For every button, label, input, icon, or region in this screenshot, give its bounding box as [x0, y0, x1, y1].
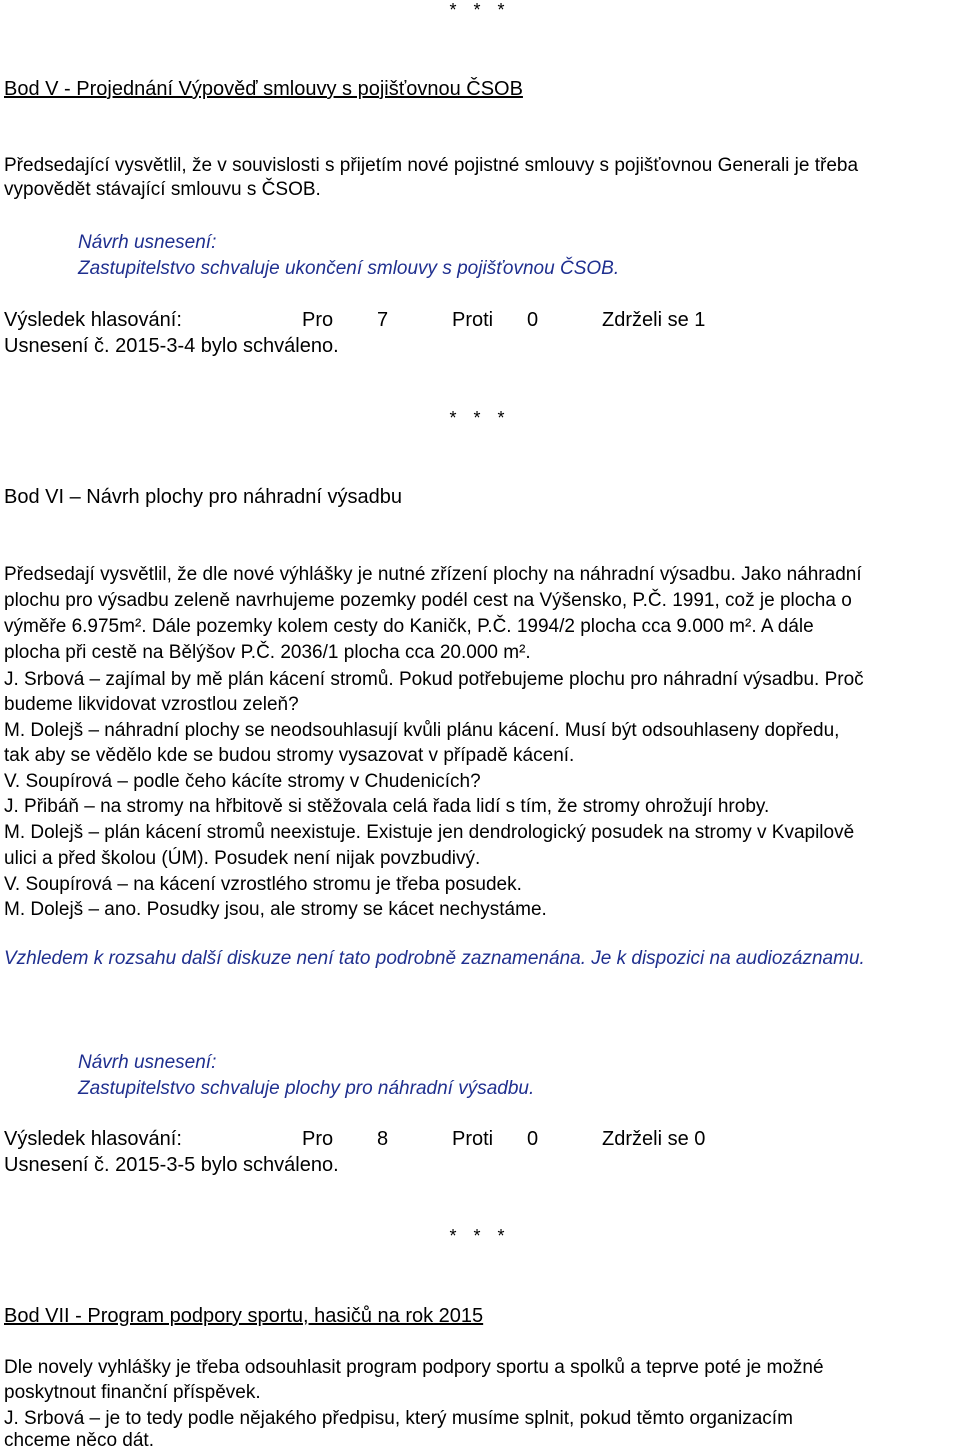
vote-result-row — [0, 1128, 960, 1154]
section-separator: * * * — [449, 408, 511, 428]
paragraph-line: vypovědět stávající smlouvu s ČSOB. — [4, 179, 321, 200]
vote-zdrzeli: Zdrželi se 0 — [602, 1128, 706, 1150]
discussion-line: M. Dolejš – náhradní plochy se neodsouhlasují kvůli plánu kácení. Musí být odsouhlaseny dopředu, — [4, 720, 840, 741]
proposal-label: Návrh usnesení: — [78, 232, 217, 253]
proposal-text: Zastupitelstvo schvaluje plochy pro náhradní výsadbu. — [78, 1078, 535, 1099]
vote-result-row — [0, 309, 960, 335]
vote-proti-label: Proti — [452, 309, 494, 331]
vote-zdrzeli: Zdrželi se 1 — [602, 309, 706, 331]
vote-proti-label: Proti — [452, 1128, 494, 1150]
paragraph-line: plochu pro výsadbu zeleně navrhujeme pozemky podél cest na Výšensko, P.Č. 1991, což je plocha o — [4, 590, 852, 611]
resolution-status: Usnesení č. 2015-3-5 bylo schváleno. — [4, 1154, 339, 1176]
vote-label: Výsledek hlasování: — [4, 309, 182, 331]
discussion-line: V. Soupírová – podle čeho kácíte stromy v Chudenicích? — [4, 771, 481, 792]
discussion-line: M. Dolejš – plán kácení stromů neexistuje. Existuje jen dendrologický posudek na stromy v Kvapilově — [4, 822, 855, 843]
section-separator: * * * — [449, 0, 511, 20]
discussion-line: M. Dolejš – ano. Posudky jsou, ale stromy se kácet nechystáme. — [4, 899, 547, 920]
section-separator: * * * — [449, 1226, 511, 1246]
vote-pro-label: Pro — [302, 1128, 334, 1150]
section-heading-bod-v: Bod V - Projednání Výpověď smlouvy s pojišťovnou ČSOB — [4, 78, 523, 100]
discussion-line: budeme likvidovat vzrostlou zeleň? — [4, 694, 299, 715]
paragraph-line: Předsedající vysvětlil, že v souvislosti s přijetím nové pojistné smlouvy s pojišťovnou Generali je třeba — [4, 155, 859, 176]
vote-pro-count: 8 — [377, 1128, 389, 1150]
paragraph-line: výměře 6.975m². Dále pozemky kolem cesty do Kaničk, P.Č. 1994/2 plocha cca 9.000 m². A dále — [4, 616, 814, 637]
paragraph-line: Dle novely vyhlášky je třeba odsouhlasit program podpory sportu a spolků a teprve poté je možné — [4, 1357, 824, 1378]
vote-proti-count: 0 — [527, 309, 539, 331]
vote-pro-label: Pro — [302, 309, 334, 331]
section-heading-bod-vi: Bod VI – Návrh plochy pro náhradní výsadbu — [4, 486, 403, 508]
paragraph-line: plocha při cestě na Bělýšov P.Č. 2036/1 plocha cca 20.000 m². — [4, 642, 531, 663]
proposal-label: Návrh usnesení: — [78, 1052, 217, 1073]
discussion-line: ulici a před školou (ÚM). Posudek není nijak povzbudivý. — [4, 848, 481, 869]
paragraph-line: poskytnout finanční příspěvek. — [4, 1382, 261, 1403]
discussion-line: J. Přibáň – na stromy na hřbitově si stěžovala celá řada lidí s tím, že stromy ohrožují hroby. — [4, 796, 770, 817]
paragraph-line: Předsedají vysvětlil, že dle nové výhlášky je nutné zřízení plochy na náhradní výsadbu. Jako náhradní — [4, 564, 862, 585]
discussion-line: J. Srbová – zajímal by mě plán kácení stromů. Pokud potřebujeme plochu pro náhradní výsadbu. Proč — [4, 669, 864, 690]
discussion-line: J. Srbová – je to tedy podle nějakého předpisu, který musíme splnit, pokud těmto organizacím — [4, 1408, 793, 1429]
vote-pro-count: 7 — [377, 309, 389, 331]
discussion-line: V. Soupírová – na kácení vzrostlého stromu je třeba posudek. — [4, 874, 522, 895]
section-heading-bod-vii: Bod VII - Program podpory sportu, hasičů na rok 2015 — [4, 1305, 484, 1327]
discussion-note: Vzhledem k rozsahu další diskuze není tato podrobně zaznamenána. Je k dispozici na audiozáznamu. — [4, 948, 865, 969]
vote-label: Výsledek hlasování: — [4, 1128, 182, 1150]
discussion-line: chceme něco dát. — [4, 1430, 154, 1451]
vote-proti-count: 0 — [527, 1128, 539, 1150]
proposal-text: Zastupitelstvo schvaluje ukončení smlouvy s pojišťovnou ČSOB. — [78, 258, 620, 279]
resolution-status: Usnesení č. 2015-3-4 bylo schváleno. — [4, 335, 339, 357]
discussion-line: tak aby se vědělo kde se budou stromy vysazovat v případě kácení. — [4, 745, 575, 766]
